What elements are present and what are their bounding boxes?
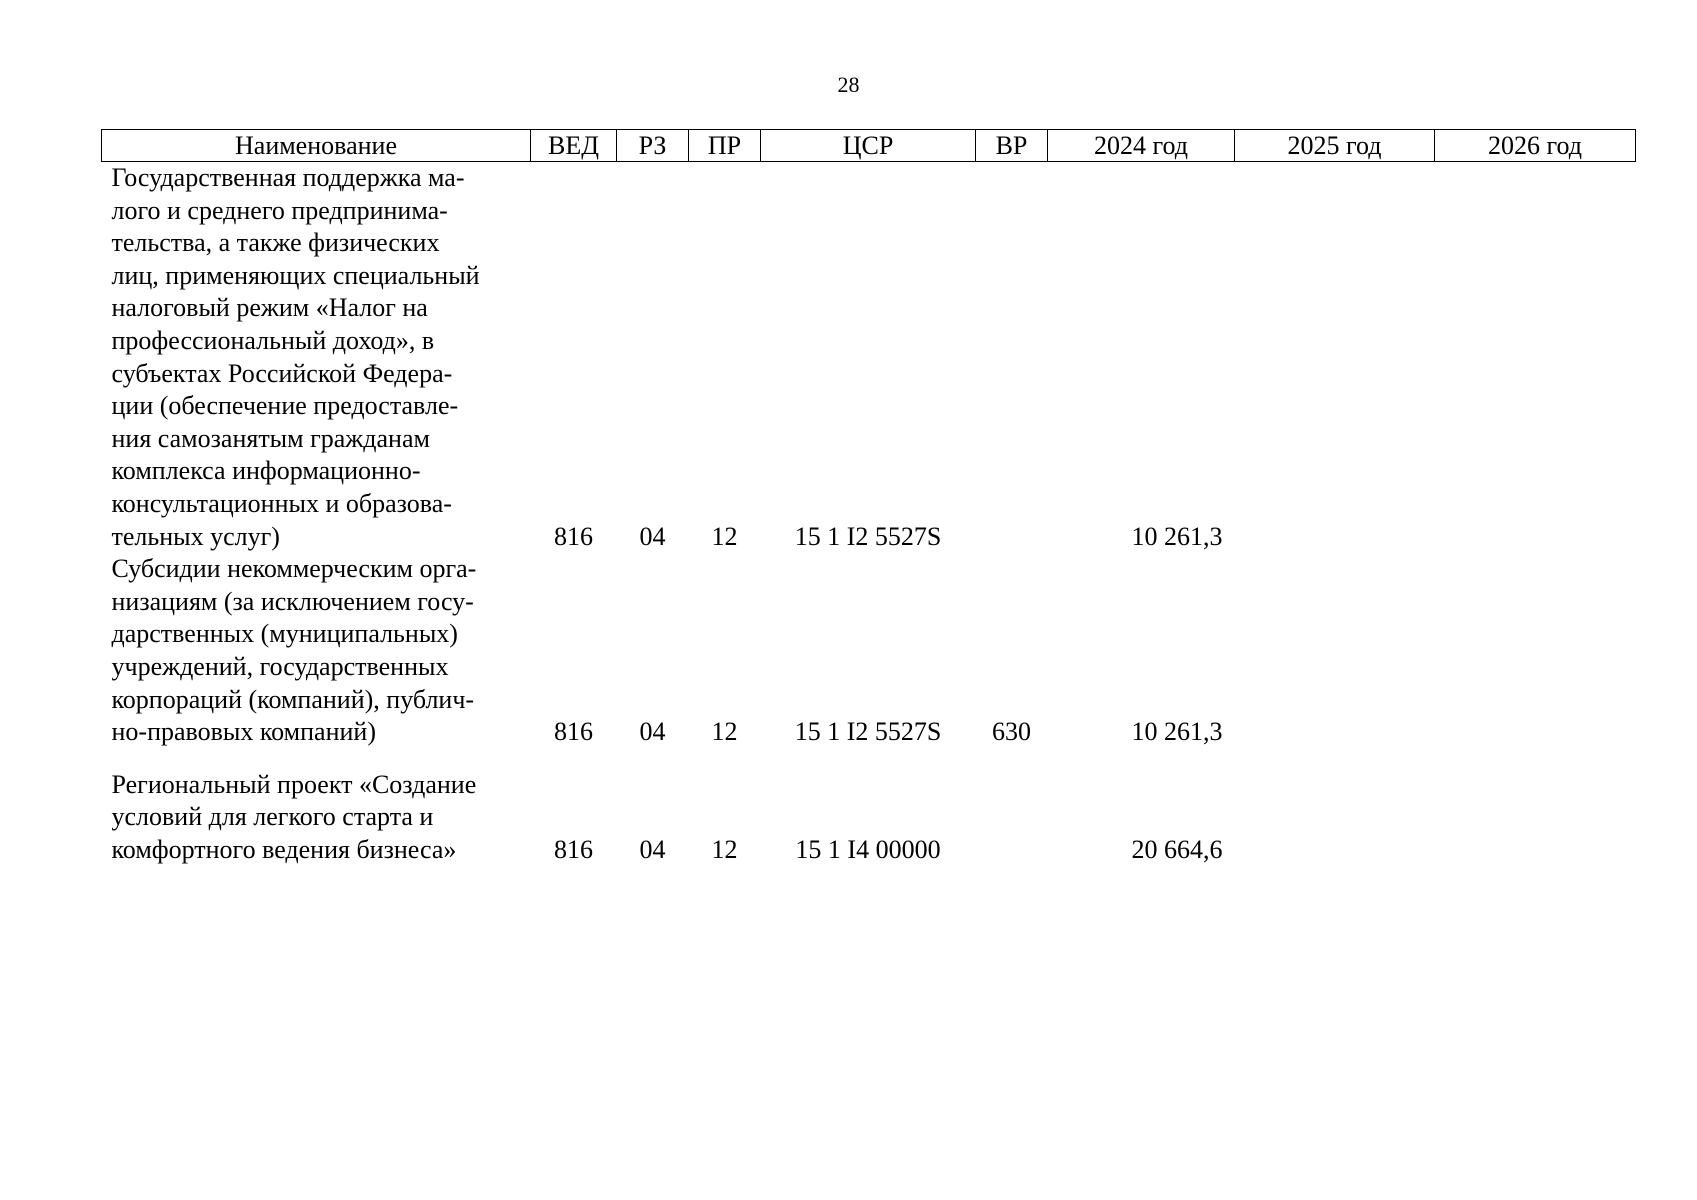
header-name: Наименование [102, 130, 531, 162]
header-vr: ВР [976, 130, 1048, 162]
row-2026-cell [1435, 553, 1636, 749]
row-name-line: низациям (за исключением госу- [111, 586, 474, 616]
row-name-line: учреждений, государственных [111, 651, 449, 681]
row-ved-cell: 816 [554, 717, 593, 747]
row-pr-cell: 12 [711, 521, 738, 551]
header-rz: РЗ [617, 130, 689, 162]
row-name-cell [102, 162, 531, 554]
row-name-line: лиц, применяющих специальный [111, 260, 480, 290]
page-number: 28 [837, 72, 860, 97]
row-spacer-cell [102, 749, 1636, 769]
row-name-line: субъектах Российской Федера- [111, 358, 453, 388]
row-name-line: корпораций (компаний), публич- [111, 684, 475, 714]
row-rz-cell: 04 [639, 834, 666, 864]
row-name-line: условий для легкого старта и [111, 802, 434, 832]
row-name-line: ния самозанятым гражданам [111, 423, 430, 453]
row-ved-cell: 816 [554, 834, 593, 864]
row-name-line: дарственных (муниципальных) [111, 619, 458, 649]
row-2024-cell: 10 261,3 [1131, 521, 1223, 551]
header-2024: 2024 год [1048, 130, 1235, 162]
row-name-line: Государственная поддержка ма- [111, 163, 465, 192]
budget-table [101, 129, 1636, 866]
row-vr-cell: 630 [992, 717, 1031, 747]
table-row [102, 553, 1636, 749]
header-2025: 2025 год [1235, 130, 1435, 162]
table-row [102, 162, 1636, 554]
row-rz-cell: 04 [639, 717, 666, 747]
row-pr-cell: 12 [711, 834, 738, 864]
row-pr-cell: 12 [711, 717, 738, 747]
row-name-line: ции (обеспечение предоставле- [111, 391, 459, 421]
row-2025-cell [1235, 162, 1435, 554]
row-name-line: консультационных и образова- [111, 488, 452, 518]
row-ved-cell: 816 [554, 521, 593, 551]
row-csr-cell: 15 1 I2 5527S [794, 521, 942, 551]
table-row [102, 769, 1636, 867]
row-spacer [102, 749, 1636, 769]
row-2026-cell [1435, 769, 1636, 867]
row-2026-cell [1435, 162, 1636, 554]
row-name-line: тельных услуг) [111, 521, 280, 551]
row-name-line: тельства, а также физических [111, 228, 440, 258]
row-csr-cell: 15 1 I2 5527S [794, 717, 942, 747]
row-2024-cell: 10 261,3 [1131, 717, 1223, 747]
row-name-line: налоговый режим «Налог на [111, 293, 428, 323]
row-2025-cell [1235, 769, 1435, 867]
row-name-line: Региональный проект «Создание [111, 769, 477, 799]
row-csr-cell: 15 1 I4 00000 [795, 834, 941, 864]
header-ved: ВЕД [531, 130, 617, 162]
row-name-cell [102, 553, 531, 749]
header-csr: ЦСР [761, 130, 976, 162]
row-vr-cell [976, 769, 1048, 867]
table-header-row [102, 130, 1636, 162]
row-name-line: но-правовых компаний) [111, 717, 376, 747]
header-2026: 2026 год [1435, 130, 1636, 162]
row-rz-cell: 04 [639, 521, 666, 551]
row-2024-cell: 20 664,6 [1131, 834, 1223, 864]
row-name-line: Субсидии некоммерческим орга- [111, 554, 477, 584]
row-vr-cell [976, 162, 1048, 554]
row-name-line: профессиональный доход», в [111, 325, 435, 355]
row-name-line: комфортного ведения бизнеса» [111, 834, 457, 864]
row-2025-cell [1235, 553, 1435, 749]
row-name-line: комплекса информационно- [111, 456, 421, 486]
header-pr: ПР [689, 130, 761, 162]
row-name-cell [102, 769, 531, 867]
row-name-line: лого и среднего предпринима- [111, 195, 448, 225]
